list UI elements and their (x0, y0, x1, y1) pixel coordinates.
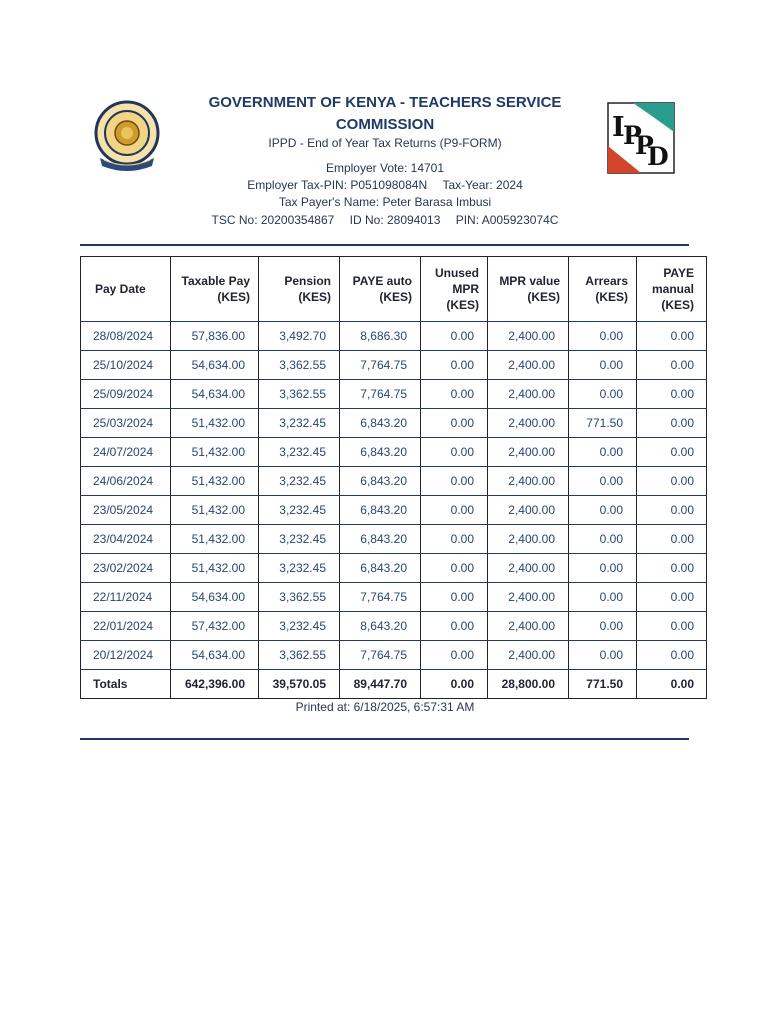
cell-paye-auto: 6,843.20 (340, 409, 421, 438)
cell-paye-manual: 0.00 (637, 496, 707, 525)
cell-unused-mpr: 0.00 (421, 409, 488, 438)
cell-pay-date: 23/04/2024 (81, 525, 171, 554)
table-header-row (81, 257, 707, 322)
header-divider (80, 244, 689, 246)
cell-arrears: 0.00 (569, 438, 637, 467)
cell-pension: 3,362.55 (259, 641, 340, 670)
pin-number: PIN: A005923074C (455, 213, 559, 227)
cell-arrears: 0.00 (569, 583, 637, 612)
cell-arrears: 0.00 (569, 525, 637, 554)
cell-paye-auto: 8,643.20 (340, 612, 421, 641)
cell-pension: 3,232.45 (259, 467, 340, 496)
employer-vote-text: Employer Vote: 14701 (325, 161, 445, 175)
cell-paye-auto: 6,843.20 (340, 525, 421, 554)
cell-paye-auto: 6,843.20 (340, 554, 421, 583)
cell-taxable-pay: 57,432.00 (171, 612, 259, 641)
tax-payer-row (150, 195, 620, 209)
table-row (81, 467, 707, 496)
cell-mpr-value: 2,400.00 (488, 612, 569, 641)
employer-tax-pin: Employer Tax-PIN: P051098084N (247, 178, 428, 192)
total-mpr-value: 28,800.00 (488, 670, 569, 699)
cell-paye-manual: 0.00 (637, 554, 707, 583)
total-paye-auto: 89,447.70 (340, 670, 421, 699)
cell-pay-date: 23/05/2024 (81, 496, 171, 525)
employer-vote (150, 161, 620, 175)
cell-pension: 3,362.55 (259, 583, 340, 612)
cell-mpr-value: 2,400.00 (488, 467, 569, 496)
cell-pension: 3,232.45 (259, 525, 340, 554)
cell-arrears: 0.00 (569, 496, 637, 525)
cell-taxable-pay: 51,432.00 (171, 496, 259, 525)
cell-unused-mpr: 0.00 (421, 525, 488, 554)
cell-paye-auto: 6,843.20 (340, 438, 421, 467)
cell-arrears: 0.00 (569, 641, 637, 670)
cell-unused-mpr: 0.00 (421, 583, 488, 612)
cell-unused-mpr: 0.00 (421, 467, 488, 496)
totals-label: Totals (81, 670, 171, 699)
col-header-taxable-pay: Taxable Pay (KES) (171, 257, 259, 322)
ippd-logo-icon (607, 102, 675, 174)
table-row (81, 496, 707, 525)
tax-payer-name: Tax Payer's Name: Peter Barasa Imbusi (278, 195, 492, 209)
total-arrears: 771.50 (569, 670, 637, 699)
cell-paye-auto: 8,686.30 (340, 322, 421, 351)
table-row (81, 351, 707, 380)
cell-paye-auto: 7,764.75 (340, 641, 421, 670)
page-title: GOVERNMENT OF KENYA - TEACHERS SERVICE COMMISSION (208, 94, 562, 133)
svg-text:D: D (647, 142, 669, 171)
printed-at: Printed at: 6/18/2025, 6:57:31 AM (295, 700, 475, 714)
cell-arrears: 771.50 (569, 409, 637, 438)
cell-mpr-value: 2,400.00 (488, 409, 569, 438)
table-row (81, 380, 707, 409)
cell-pay-date: 25/03/2024 (81, 409, 171, 438)
table-row (81, 409, 707, 438)
cell-pay-date: 22/11/2024 (81, 583, 171, 612)
document-header (0, 0, 768, 240)
cell-arrears: 0.00 (569, 322, 637, 351)
cell-paye-manual: 0.00 (637, 438, 707, 467)
cell-arrears: 0.00 (569, 554, 637, 583)
table-row (81, 583, 707, 612)
cell-paye-auto: 7,764.75 (340, 380, 421, 409)
form-subtitle: IPPD - End of Year Tax Returns (P9-FORM) (268, 136, 502, 150)
col-header-arrears: Arrears (KES) (569, 257, 637, 322)
footer-divider (80, 738, 689, 740)
cell-pension: 3,232.45 (259, 409, 340, 438)
totals-row (81, 670, 707, 699)
cell-mpr-value: 2,400.00 (488, 583, 569, 612)
cell-pay-date: 25/09/2024 (81, 380, 171, 409)
cell-pay-date: 23/02/2024 (81, 554, 171, 583)
table-row (81, 641, 707, 670)
cell-pension: 3,362.55 (259, 351, 340, 380)
table-row (81, 612, 707, 641)
cell-taxable-pay: 51,432.00 (171, 554, 259, 583)
cell-pension: 3,232.45 (259, 496, 340, 525)
cell-unused-mpr: 0.00 (421, 438, 488, 467)
cell-paye-auto: 6,843.20 (340, 467, 421, 496)
cell-paye-auto: 6,843.20 (340, 496, 421, 525)
cell-pay-date: 20/12/2024 (81, 641, 171, 670)
cell-pay-date: 24/06/2024 (81, 467, 171, 496)
svg-text:P: P (635, 131, 654, 160)
cell-paye-manual: 0.00 (637, 322, 707, 351)
cell-pay-date: 28/08/2024 (81, 322, 171, 351)
table-row (81, 554, 707, 583)
cell-arrears: 0.00 (569, 380, 637, 409)
cell-paye-manual: 0.00 (637, 380, 707, 409)
table-row (81, 525, 707, 554)
cell-pension: 3,232.45 (259, 438, 340, 467)
cell-taxable-pay: 54,634.00 (171, 380, 259, 409)
cell-unused-mpr: 0.00 (421, 641, 488, 670)
cell-pay-date: 24/07/2024 (81, 438, 171, 467)
cell-mpr-value: 2,400.00 (488, 554, 569, 583)
total-unused-mpr: 0.00 (421, 670, 488, 699)
cell-mpr-value: 2,400.00 (488, 438, 569, 467)
tsc-number: TSC No: 20200354867 (211, 213, 335, 227)
svg-text:I: I (612, 112, 625, 143)
cell-paye-manual: 0.00 (637, 612, 707, 641)
cell-taxable-pay: 51,432.00 (171, 409, 259, 438)
cell-taxable-pay: 54,634.00 (171, 351, 259, 380)
cell-unused-mpr: 0.00 (421, 554, 488, 583)
col-header-pension: Pension (KES) (259, 257, 340, 322)
cell-paye-manual: 0.00 (637, 409, 707, 438)
cell-arrears: 0.00 (569, 612, 637, 641)
cell-pension: 3,492.70 (259, 322, 340, 351)
cell-unused-mpr: 0.00 (421, 322, 488, 351)
cell-taxable-pay: 51,432.00 (171, 525, 259, 554)
col-header-mpr-value: MPR value (KES) (488, 257, 569, 322)
table-row (81, 438, 707, 467)
cell-paye-auto: 7,764.75 (340, 351, 421, 380)
cell-pension: 3,362.55 (259, 380, 340, 409)
employer-tax-row (150, 178, 620, 192)
cell-taxable-pay: 51,432.00 (171, 467, 259, 496)
table-row (81, 322, 707, 351)
cell-pension: 3,232.45 (259, 554, 340, 583)
cell-paye-manual: 0.00 (637, 467, 707, 496)
cell-taxable-pay: 54,634.00 (171, 641, 259, 670)
cell-mpr-value: 2,400.00 (488, 496, 569, 525)
svg-text:P: P (623, 121, 642, 150)
col-header-paye-auto: PAYE auto (KES) (340, 257, 421, 322)
col-header-unused-mpr: Unused MPR (KES) (421, 257, 488, 322)
cell-arrears: 0.00 (569, 467, 637, 496)
cell-taxable-pay: 51,432.00 (171, 438, 259, 467)
cell-pay-date: 22/01/2024 (81, 612, 171, 641)
cell-unused-mpr: 0.00 (421, 496, 488, 525)
total-taxable-pay: 642,396.00 (171, 670, 259, 699)
cell-paye-manual: 0.00 (637, 583, 707, 612)
cell-unused-mpr: 0.00 (421, 351, 488, 380)
total-paye-manual: 0.00 (637, 670, 707, 699)
id-number: ID No: 28094013 (349, 213, 441, 227)
cell-paye-manual: 0.00 (637, 351, 707, 380)
cell-mpr-value: 2,400.00 (488, 380, 569, 409)
cell-pension: 3,232.45 (259, 612, 340, 641)
cell-paye-manual: 0.00 (637, 525, 707, 554)
cell-mpr-value: 2,400.00 (488, 351, 569, 380)
cell-paye-auto: 7,764.75 (340, 583, 421, 612)
col-header-paye-manual: PAYE manual (KES) (637, 257, 707, 322)
cell-unused-mpr: 0.00 (421, 612, 488, 641)
cell-taxable-pay: 57,836.00 (171, 322, 259, 351)
cell-taxable-pay: 54,634.00 (171, 583, 259, 612)
p9-table (80, 256, 707, 699)
cell-mpr-value: 2,400.00 (488, 322, 569, 351)
cell-mpr-value: 2,400.00 (488, 525, 569, 554)
total-pension: 39,570.05 (259, 670, 340, 699)
col-header-pay-date: Pay Date (81, 257, 171, 322)
cell-pay-date: 25/10/2024 (81, 351, 171, 380)
ids-row (150, 213, 620, 227)
cell-unused-mpr: 0.00 (421, 380, 488, 409)
cell-arrears: 0.00 (569, 351, 637, 380)
tax-year: Tax-Year: 2024 (442, 178, 523, 192)
cell-mpr-value: 2,400.00 (488, 641, 569, 670)
cell-paye-manual: 0.00 (637, 641, 707, 670)
